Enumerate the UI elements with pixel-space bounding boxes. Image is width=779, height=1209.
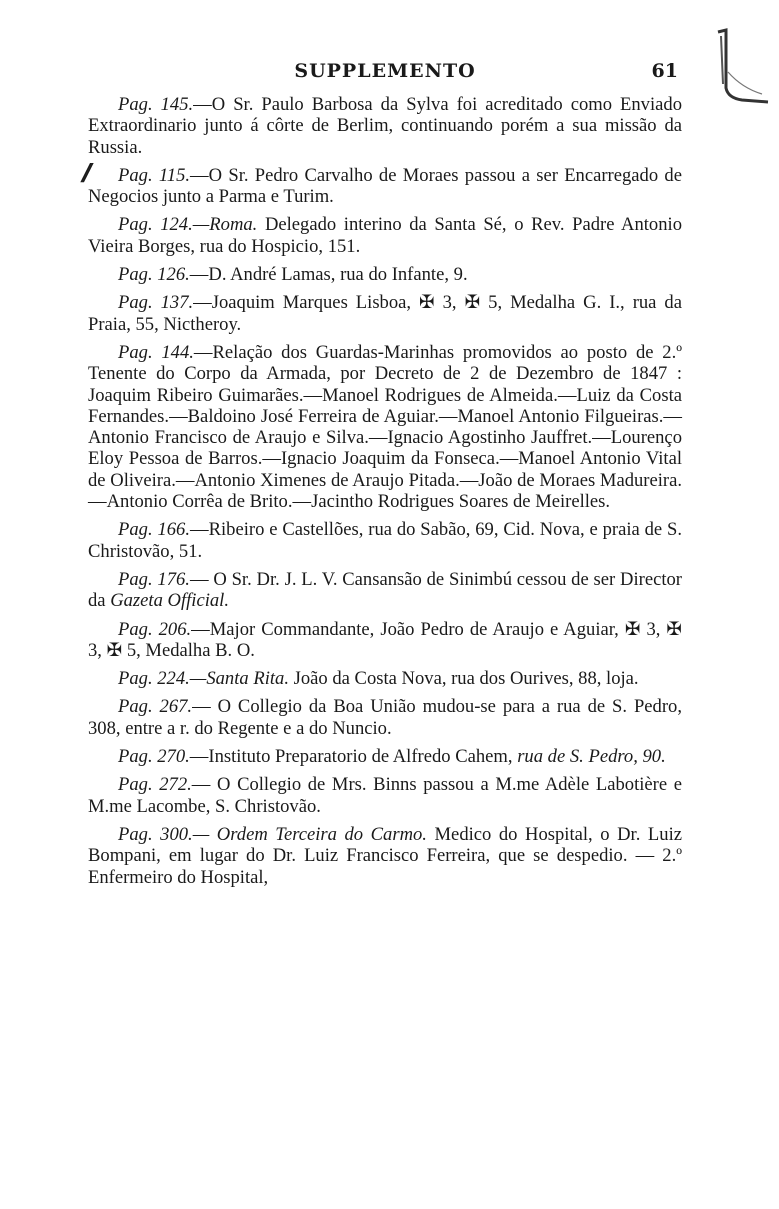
entry-text: —O Sr. Paulo Barbosa da Sylva foi acreditado como Enviado Extraordinario junto á côrte de Berlim, continuando porém a sua missão da Russia. bbox=[88, 94, 682, 158]
entry-item bbox=[82, 157, 682, 208]
entry-item bbox=[88, 746, 682, 767]
entry-text: — O Collegio da Boa União mudou-se para a rua de S. Pedro, 308, entre a r. do Regente e a do Nuncio. bbox=[88, 696, 682, 739]
entries-list bbox=[82, 94, 682, 888]
entry-item bbox=[88, 519, 682, 562]
page-reference: Pag. 166. bbox=[118, 519, 190, 541]
entry-text: —Relação dos Guardas-Marinhas promovidos ao posto de 2.º Tenente do Corpo da Armada, por Decreto de 2 de Dezembro de 1847 : Joaquim Ribeiro Guimarães.—Manoel Rodrigues de Almeida.—Luiz da Costa Fernandes.—Baldoino José Ferreira de Aguiar.—Manoel Antonio Filgueiras.—Antonio Francisco de Araujo e Silva.—Ignacio Agostinho Jauffret.—Lourenço Eloy Pessoa de Barros.—Ignacio Joaquim da Fonseca.—Manoel Antonio Vital de Oliveira.—Antonio Ximenes de Araujo Pitada.—João de Moraes Madureira.—Antonio Corrêa de Brito.—Jacintho Rodrigues Soares de Meirelles. bbox=[88, 341, 682, 513]
entry-text: —Major Commandante, João Pedro de Araujo e Aguiar, ✠ 3, ✠ 3, ✠ 5, Medalha B. O. bbox=[88, 618, 682, 661]
entry-item bbox=[88, 264, 682, 285]
entry-text: —D. André Lamas, rua do Infante, 9. bbox=[189, 264, 468, 286]
entry-item bbox=[88, 569, 682, 612]
page-number: 61 bbox=[651, 60, 678, 82]
entry-text: —Ribeiro e Castellões, rua do Sabão, 69, Cid. Nova, e praia de S. Christovão, 51. bbox=[88, 519, 682, 562]
entry-item bbox=[88, 696, 682, 739]
page-reference: Pag. 115. bbox=[118, 164, 191, 186]
corner-ink-mark bbox=[712, 28, 770, 104]
page-header bbox=[88, 60, 682, 94]
page-reference: Pag. 224. bbox=[118, 668, 190, 690]
entry-item bbox=[88, 292, 682, 335]
entry-item bbox=[88, 214, 682, 257]
page-reference: Pag. 126. bbox=[118, 264, 190, 286]
page-reference: Pag. 206. bbox=[118, 618, 192, 640]
entry-text: — O Sr. Dr. J. L. V. Cansansão de Sinimbú cessou de ser Director da bbox=[88, 568, 682, 612]
page bbox=[82, 60, 682, 895]
entry-item bbox=[88, 94, 682, 158]
running-title: SUPPLEMENTO bbox=[294, 60, 476, 82]
page-reference: Pag. 300. bbox=[118, 823, 193, 845]
entry-italic-text: —Santa Rita. bbox=[189, 668, 289, 690]
entry-item bbox=[88, 824, 682, 888]
page-reference: Pag. 145. bbox=[118, 94, 194, 115]
entry-text: —Instituto Preparatorio de Alfredo Cahem, bbox=[189, 746, 518, 768]
margin-annotation: // bbox=[82, 157, 86, 189]
entry-italic-text: — Ordem Terceira do Carmo. bbox=[192, 823, 427, 845]
entry-text: —O Sr. Pedro Carvalho de Moraes passou a ser Encarregado de Negocios junto a Parma e Turim. bbox=[88, 164, 682, 208]
entry-item bbox=[88, 619, 682, 662]
page-reference: Pag. 124. bbox=[118, 214, 193, 236]
entry-italic-text: rua de S. Pedro, 90. bbox=[517, 746, 666, 768]
page-reference: Pag. 272. bbox=[118, 774, 192, 796]
entry-text: Medico do Hospital, o Dr. Luiz Bompani, em lugar do Dr. Luiz Francisco Ferreira, que se despedio. — 2.º Enfermeiro do Hospital, bbox=[88, 823, 682, 888]
entry-text: — O Collegio de Mrs. Binns passou a M.me Adèle Labotière e M.me Lacombe, S. Christovão. bbox=[88, 774, 682, 817]
page-reference: Pag. 267. bbox=[118, 696, 193, 718]
page-reference: Pag. 270. bbox=[118, 746, 190, 768]
entry-item bbox=[88, 668, 682, 689]
entry-italic-text: —Roma. bbox=[192, 214, 258, 236]
page-reference: Pag. 137. bbox=[118, 292, 194, 314]
entry-text: —Joaquim Marques Lisboa, ✠ 3, ✠ 5, Medalha G. I., rua da Praia, 55, Nictheroy. bbox=[88, 292, 682, 335]
entry-item bbox=[88, 774, 682, 817]
entry-item bbox=[88, 342, 682, 512]
entry-text: Delegado interino da Santa Sé, o Rev. Padre Antonio Vieira Borges, rua do Hospicio, 151. bbox=[88, 214, 682, 257]
page-reference: Pag. 176. bbox=[118, 568, 190, 590]
page-reference: Pag. 144. bbox=[118, 341, 194, 363]
entry-italic-text: Gazeta Official. bbox=[110, 590, 229, 612]
entry-text: João da Costa Nova, rua dos Ourives, 88, loja. bbox=[288, 668, 639, 690]
